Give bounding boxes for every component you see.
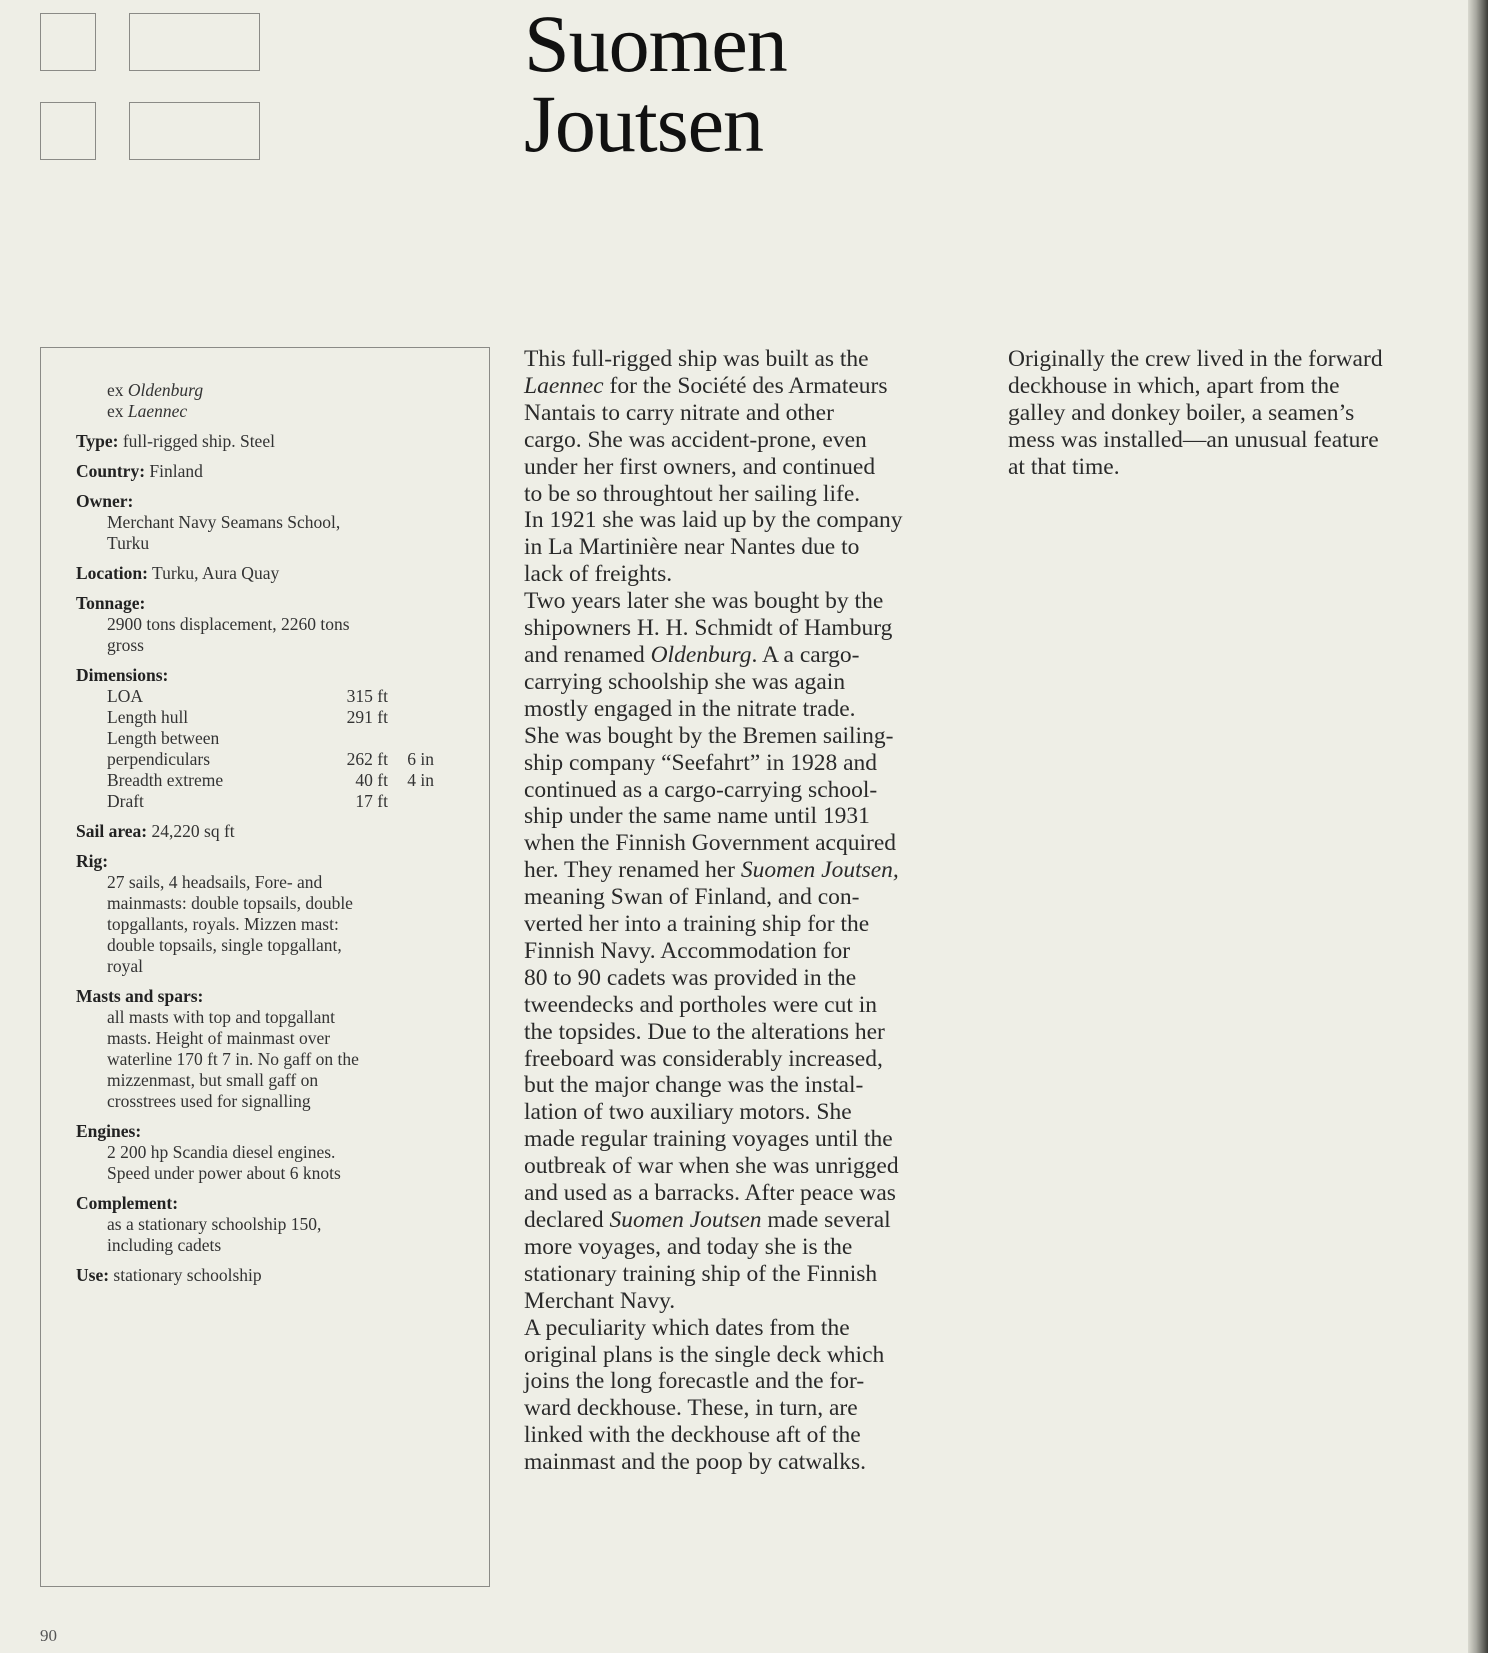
spec-value: gross: [107, 635, 144, 655]
text-line: original plans is the single deck which: [524, 1341, 885, 1368]
photo-frame-small-2: [40, 102, 96, 160]
dimension-row: [76, 770, 434, 791]
photo-frame-wide-1: [129, 13, 260, 71]
ship-name-italic: Laennec: [524, 372, 604, 399]
photo-frame-wide-2: [129, 102, 260, 160]
page-title: [524, 0, 787, 169]
spec-label: Use:: [76, 1265, 110, 1285]
dimension-value: 291 ft: [346, 707, 388, 727]
dimension-value-inches: [388, 686, 434, 707]
specifications: [76, 380, 476, 1286]
text-line: Two years later she was bought by the: [524, 588, 884, 615]
spec-rig: [76, 851, 476, 977]
body-text-column-2: [1008, 346, 1468, 481]
spec-dimensions: [76, 665, 476, 812]
dimension-value-inches: [388, 728, 434, 749]
former-name: Laennec: [127, 401, 188, 421]
text-line: She was bought by the Bremen sailing-: [524, 722, 894, 749]
spec-value-line: mizzenmast, but small gaff on: [107, 1070, 319, 1090]
dimension-value-inches: 6 in: [407, 749, 434, 769]
text-line: In 1921 she was laid up by the company: [524, 507, 903, 534]
spec-value: Finland: [149, 461, 203, 481]
dimension-name: Breadth extreme: [107, 770, 224, 790]
text-line: and used as a barracks. After peace was: [524, 1180, 896, 1207]
dimension-row: [76, 791, 434, 812]
spec-label: Sail area:: [76, 821, 148, 841]
spec-value: 24,220 sq ft: [151, 821, 235, 841]
former-name: Oldenburg: [127, 380, 204, 400]
dimension-name: Length hull: [107, 707, 189, 727]
spec-value-line: waterline 170 ft 7 in. No gaff on the: [107, 1049, 359, 1069]
spec-label: Dimensions:: [76, 665, 169, 685]
dimension-value: 315 ft: [346, 686, 388, 706]
text-line: Finnish Navy. Accommodation for: [524, 937, 851, 964]
text-line: when the Finnish Government acquired: [524, 830, 896, 857]
title-line-1: Suomen: [524, 0, 787, 89]
text-line: mainmast and the poop by catwalks.: [524, 1449, 866, 1476]
title-line-2: Joutsen: [524, 78, 763, 169]
text-line: ship under the same name until 1931: [524, 803, 870, 830]
spec-value-line: 2 200 hp Scandia diesel engines.: [107, 1142, 336, 1162]
text-line: at that time.: [1008, 453, 1120, 480]
text-line: deckhouse in which, apart from the: [1008, 372, 1340, 399]
dimension-value: [330, 728, 388, 749]
dimension-value-inches: [388, 707, 434, 728]
page-number: 90: [40, 1626, 57, 1645]
text-line: more voyages, and today she is the: [524, 1233, 853, 1260]
ship-name-italic: Suomen Joutsen: [609, 1207, 762, 1233]
dimension-name: Length between: [107, 728, 220, 748]
text-line: lack of freights.: [524, 561, 673, 588]
text-line: Merchant Navy.: [524, 1287, 676, 1314]
spec-label: Type:: [76, 431, 119, 451]
text-line: A peculiarity which dates from the: [524, 1314, 850, 1341]
spec-label: Rig:: [76, 851, 109, 871]
text-line: tweendecks and portholes were cut in: [524, 991, 878, 1018]
spec-value-line: all masts with top and topgallant: [107, 1007, 335, 1027]
spec-engines: [76, 1121, 476, 1184]
spec-owner: [76, 491, 476, 554]
dimension-name: LOA: [107, 686, 143, 706]
text-line: linked with the deckhouse aft of the: [524, 1422, 861, 1449]
spec-value-line: as a stationary schoolship 150,: [107, 1214, 322, 1234]
ship-name-italic: Oldenburg: [650, 641, 752, 668]
body-text-column-1: [524, 346, 984, 1476]
spec-value-line: 27 sails, 4 headsails, Fore- and: [107, 872, 323, 892]
text-line: Nantais to carry nitrate and other: [524, 399, 834, 426]
spec-label: Location:: [76, 563, 148, 583]
text-line: the topsides. Due to the alterations her: [524, 1018, 885, 1045]
former-name-2: [76, 401, 476, 422]
spec-value-line: including cadets: [107, 1235, 222, 1255]
text-line: to be so throughtout her sailing life.: [524, 480, 861, 507]
spec-value: full-rigged ship. Steel: [122, 431, 275, 451]
spec-label: Masts and spars:: [76, 986, 204, 1006]
spec-value: Turku: [107, 533, 150, 553]
spec-masts-and-spars: [76, 986, 476, 1112]
text-line: Originally the crew lived in the forward: [1008, 346, 1383, 372]
text-line: freeboard was considerably increased,: [524, 1045, 883, 1072]
text-line: under her first owners, and continued: [524, 453, 876, 480]
dimension-value-inches: [388, 791, 434, 812]
photo-frame-small-1: [40, 13, 96, 71]
dimension-row: [76, 728, 434, 749]
spec-value: 2900 tons displacement, 2260 tons: [107, 614, 350, 634]
text-line: stationary training ship of the Finnish: [524, 1260, 878, 1287]
text-line: ward deckhouse. These, in turn, are: [524, 1395, 858, 1422]
ex-prefix: ex: [107, 380, 124, 400]
text-line: shipowners H. H. Schmidt of Hamburg: [524, 615, 893, 642]
spec-sail-area: [76, 821, 476, 842]
dimension-name: Draft: [107, 791, 144, 811]
spec-value: Turku, Aura Quay: [152, 563, 280, 583]
text-line: outbreak of war when she was unrigged: [524, 1153, 899, 1180]
spec-value-line: mainmasts: double topsails, double: [107, 893, 353, 913]
dimension-value: 262 ft: [346, 749, 388, 769]
former-name-1: [76, 380, 476, 401]
dimension-value: 40 ft: [355, 770, 388, 790]
spec-country: [76, 461, 476, 482]
spec-use: [76, 1265, 476, 1286]
text-line: declared Suomen Joutsen made several: [524, 1207, 891, 1233]
spec-location: [76, 563, 476, 584]
text-line: 80 to 90 cadets was provided in the: [524, 964, 857, 991]
ex-prefix: ex: [107, 401, 124, 421]
spec-value-line: double topsails, single topgallant,: [107, 935, 342, 955]
text-line: made regular training voyages until the: [524, 1126, 893, 1153]
spec-tonnage: [76, 593, 476, 656]
text-line: galley and donkey boiler, a seamen’s: [1008, 399, 1355, 426]
spec-value-line: masts. Height of mainmast over: [107, 1028, 331, 1048]
spec-value-line: topgallants, royals. Mizzen mast:: [107, 914, 339, 934]
text-line: continued as a cargo-carrying school-: [524, 776, 878, 803]
spec-label: Engines:: [76, 1121, 142, 1141]
book-gutter-shadow: [1468, 0, 1488, 1653]
text-line: in La Martinière near Nantes due to: [524, 534, 860, 561]
spec-label: Complement:: [76, 1193, 179, 1213]
spec-label: Owner:: [76, 491, 134, 511]
spec-label: Tonnage:: [76, 593, 146, 613]
text-line: carrying schoolship she was again: [524, 668, 846, 695]
spec-complement: [76, 1193, 476, 1256]
dimension-value: 17 ft: [355, 791, 388, 811]
dimension-name: perpendiculars: [107, 749, 211, 769]
spec-label: Country:: [76, 461, 146, 481]
dimension-value-inches: 4 in: [407, 770, 434, 790]
text-line: meaning Swan of Finland, and con-: [524, 884, 860, 911]
dimension-row: [76, 749, 434, 770]
spec-type: [76, 431, 476, 452]
text-line: Laennec for the Société des Armateurs: [524, 372, 888, 399]
text-line: joins the long forecastle and the for-: [524, 1368, 865, 1395]
text-line: verted her into a training ship for the: [524, 911, 870, 938]
text-line: cargo. She was accident-prone, even: [524, 426, 867, 453]
ship-name-italic: Suomen Joutsen,: [740, 857, 899, 884]
spec-value-line: Speed under power about 6 knots: [107, 1163, 341, 1183]
text-line: mess was installed—an unusual feature: [1008, 426, 1379, 453]
text-line: and renamed Oldenburg. A a cargo-: [524, 641, 860, 668]
spec-value: stationary schoolship: [113, 1265, 262, 1285]
spec-value: Merchant Navy Seamans School,: [107, 512, 341, 532]
dimension-row: [76, 707, 434, 728]
spec-value-line: crosstrees used for signalling: [107, 1091, 311, 1111]
spec-value-line: royal: [107, 956, 143, 976]
dimensions-table: [76, 686, 434, 812]
text-line: lation of two auxiliary motors. She: [524, 1099, 852, 1126]
text-line: but the major change was the instal-: [524, 1072, 864, 1099]
text-line: This full-rigged ship was built as the: [524, 346, 869, 372]
text-line: mostly engaged in the nitrate trade.: [524, 695, 856, 722]
text-line: her. They renamed her Suomen Joutsen,: [524, 857, 899, 884]
dimension-row: [76, 686, 434, 707]
text-line: ship company “Seefahrt” in 1928 and: [524, 749, 878, 776]
